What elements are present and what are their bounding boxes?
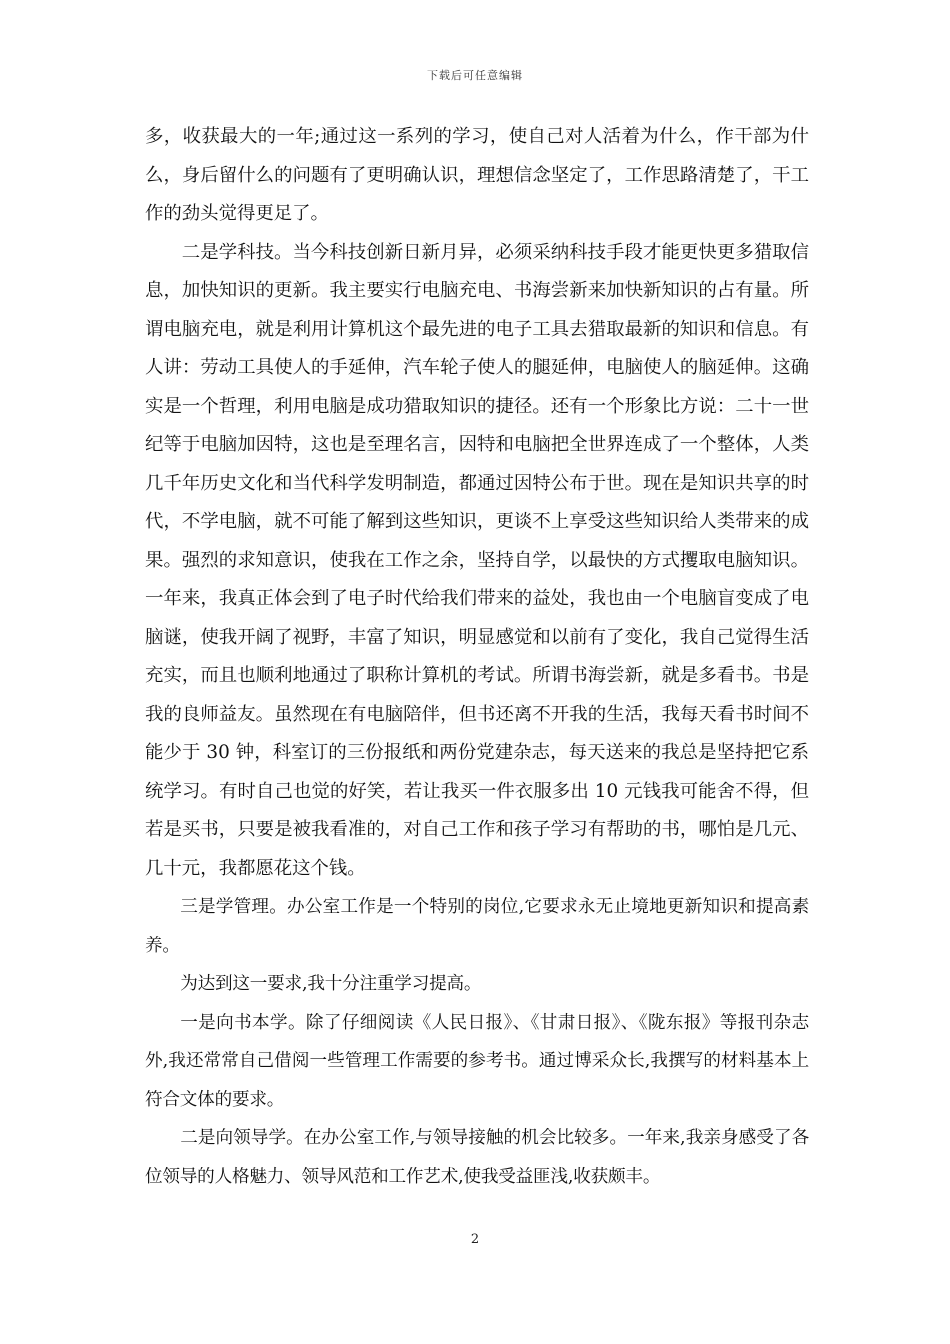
page-header: 下载后可任意编辑 bbox=[427, 69, 523, 82]
paragraph-1: 多，收获最大的一年;通过这一系列的学习，使自己对人活着为什么，作干部为什么，身后留什么的问题有了更明确认识，理想信念坚定了，工作思路清楚了，干工作的劲头觉得更足了。 bbox=[145, 126, 809, 224]
paragraph-2: 二是学科技。当今科技创新日新月异，必须采纳科技手段才能更快更多猎取信息，加快知识的更新。我主要实行电脑充电、书海尝新来加快新知识的占有量。所谓电脑充电，就是利用计算机这个最先进的电子工具去猎取最新的知识和信息。有人讲：劳动工具使人的手延伸，汽车轮子使人的腿延伸，电脑使人的脑延伸。这确实是一个哲理，利用电脑是成功猎取知识的捷径。还有一个形象比方说：二十一世纪等于电脑加因特，这也是至理名言，因特和电脑把全世界连成了一个整体，人类几千年历史文化和当代科学发明制造，都通过因特公布于世。现在是知识共享的时代，不学电脑，就不可能了解到这些知识，更谈不上享受这些知识给人类带来的成果。强烈的求知意识，使我在工作之余，坚持自学，以最快的方式攫取电脑知识。一年来，我真正体会到了电子时代给我们带来的益处，我也由一个电脑盲变成了电脑谜，使我开阔了视野，丰富了知识，明显感觉和以前有了变化，我自己觉得生活充实，而且也顺利地通过了职称计算机的考试。所谓书海尝新，就是多看书。书是我的良师益友。虽然现在有电脑陪伴，但书还离不开我的生活，我每天看书时间不能少于 30 钟，科室订的三份报纸和两份党建杂志，每天送来的我总是坚持把它系统学习。有时自己也觉的好笑，若让我买一件衣服多出 10 元钱我可能舍不得，但若是买书，只要是被我看准的，对自己工作和孩子学习有帮助的书，哪怕是几元、几十元，我都愿花这个钱。 bbox=[145, 241, 809, 879]
document-body bbox=[145, 118, 809, 1196]
paragraph-4: 为达到这一要求,我十分注重学习提高。 bbox=[180, 974, 482, 994]
paragraph-6: 二是向领导学。在办公室工作,与领导接触的机会比较多。一年来,我亲身感受了各位领导的人格魅力、领导风范和工作艺术,使我受益匪浅,收获颇丰。 bbox=[145, 1128, 809, 1187]
page-number: 2 bbox=[470, 1232, 480, 1247]
paragraph-5: 一是向书本学。除了仔细阅读《人民日报》、《甘肃日报》、《陇东报》等报刊杂志外,我还常常自己借阅一些管理工作需要的参考书。通过博采众长,我撰写的材料基本上符合文体的要求。 bbox=[145, 1012, 809, 1110]
paragraph-3: 三是学管理。办公室工作是一个特别的岗位,它要求永无止境地更新知识和提高素养。 bbox=[145, 897, 809, 956]
